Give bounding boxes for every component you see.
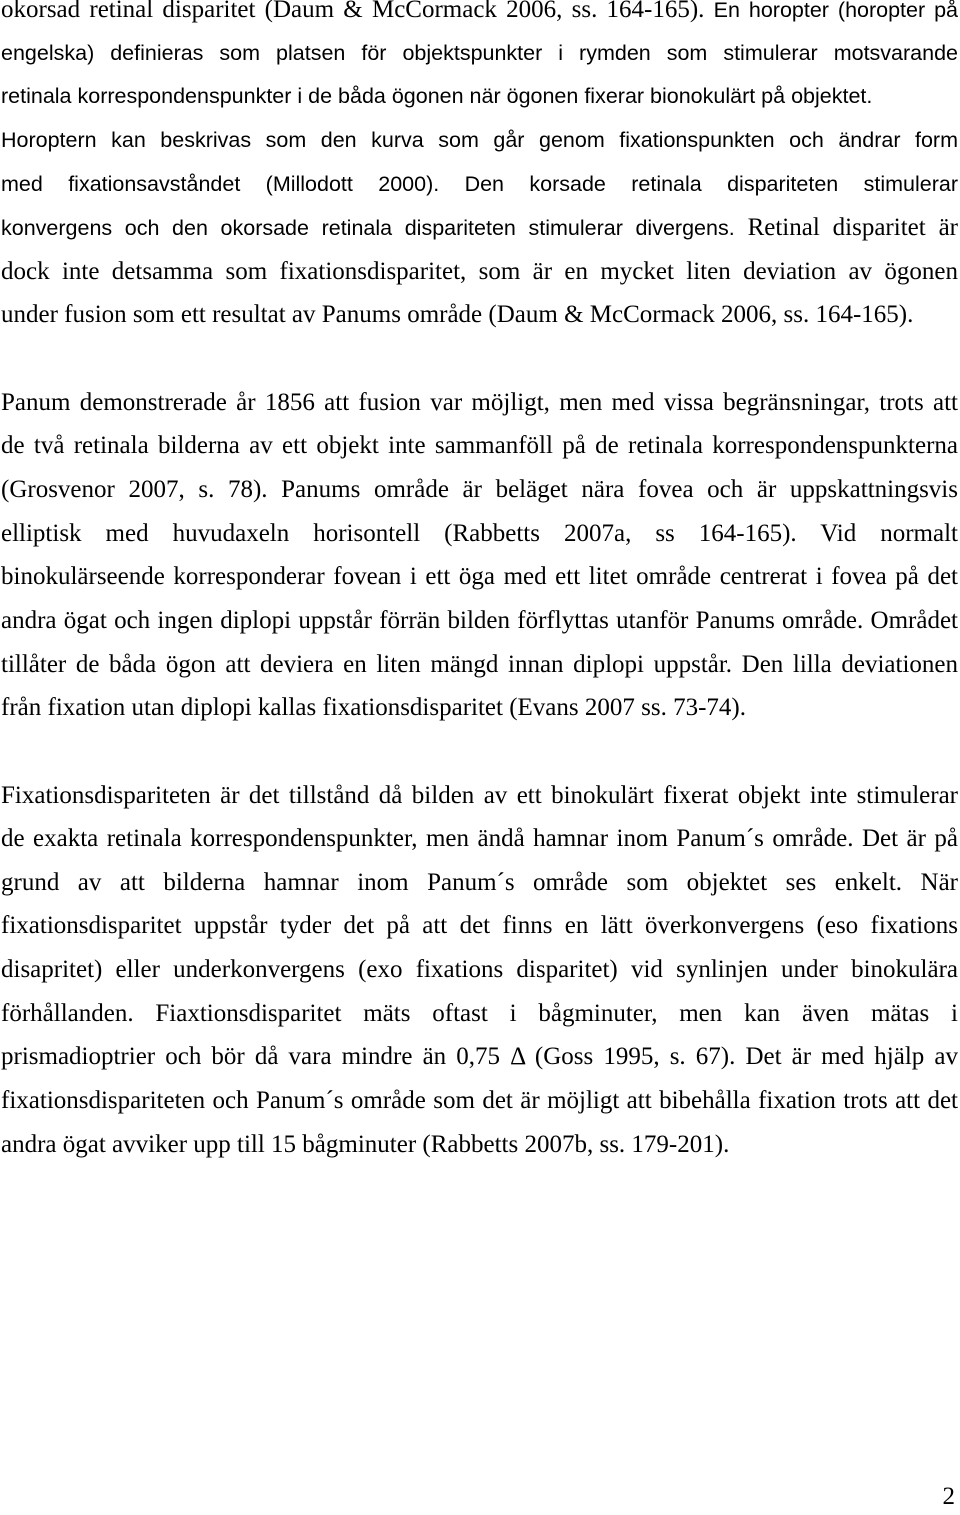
page-number: 2 bbox=[942, 1483, 955, 1510]
text-line: andra ögat avviker upp till 15 bågminuter (Rabbetts 2007b, ss. 179-201). bbox=[1, 1130, 730, 1158]
text-line bbox=[1, 206, 958, 250]
text-line: (Grosvenor 2007, s. 78). Panums område är beläget nära fovea och är uppskattningsvis bbox=[1, 476, 958, 504]
paragraph bbox=[1, 0, 958, 337]
text-line: förhållanden. Fiaxtionsdisparitet mäts oftast i bågminuter, men kan även mätas i bbox=[1, 999, 958, 1027]
text-line: andra ögat och ingen diplopi uppstår förrän bilden förflyttas utanför Panums område. Området bbox=[1, 606, 958, 634]
text-line: disapritet) eller underkonvergens (exo fixations disparitet) vid synlinjen under binokulära bbox=[1, 956, 958, 984]
text-line: med fixationsavståndet (Millodott 2000). Den korsade retinala dispariteten stimulerar bbox=[1, 171, 958, 196]
text-line: dock inte detsamma som fixationsdisparitet, som är en mycket liten deviation av ögonen bbox=[1, 257, 958, 285]
text-segment: En horopter (horopter på bbox=[713, 0, 958, 22]
text-line: retinala korrespondenspunkter i de båda ögonen när ögonen fixerar bionokulärt på objektet. bbox=[1, 84, 873, 109]
paragraph bbox=[1, 381, 958, 730]
text-line: elliptisk med huvudaxeln horisontell (Rabbetts 2007a, ss 164-165). Vid normalt bbox=[1, 519, 958, 547]
body-text bbox=[1, 0, 958, 1166]
text-line: grund av att bilderna hamnar inom Panum´s område som objektet ses enkelt. När bbox=[1, 868, 958, 896]
text-segment: konvergens och den okorsade retinala dispariteten stimulerar divergens. bbox=[1, 216, 735, 241]
paragraph bbox=[1, 774, 958, 1167]
text-line: från fixation utan diplopi kallas fixationsdisparitet (Evans 2007 ss. 73-74). bbox=[1, 694, 746, 722]
text-line: prismadioptrier och bör då vara mindre än 0,75 Δ (Goss 1995, s. 67). Det är med hjälp av bbox=[1, 1043, 958, 1071]
text-segment: okorsad retinal disparitet (Daum & McCormack 2006, ss. 164-165). bbox=[1, 0, 705, 23]
text-line: de exakta retinala korrespondenspunkter, men ändå hamnar inom Panum´s område. Det är på bbox=[1, 825, 958, 853]
text-line: de två retinala bilderna av ett objekt inte sammanföll på de retinala korrespondenspunkterna bbox=[1, 432, 958, 460]
text-line: binokulärseende korresponderar fovean i ett öga med ett litet område centrerat i fovea på det bbox=[1, 563, 958, 591]
text-line bbox=[1, 0, 958, 32]
text-line: under fusion som ett resultat av Panums område (Daum & McCormack 2006, ss. 164-165). bbox=[1, 301, 914, 329]
text-line: fixationsdispariteten och Panum´s område som det är möjligt att bibehålla fixation trots att det bbox=[1, 1087, 958, 1115]
text-line: Panum demonstrerade år 1856 att fusion var möjligt, men med vissa begränsningar, trots att bbox=[1, 388, 958, 416]
text-line: engelska) definieras som platsen för objektspunkter i rymden som stimulerar motsvarande bbox=[1, 40, 958, 65]
text-line: fixationsdisparitet uppstår tyder det på att det finns en lätt överkonvergens (eso fixations bbox=[1, 912, 958, 940]
text-segment: Retinal disparitet är bbox=[747, 214, 958, 242]
text-line: Fixationsdispariteten är det tillstånd då bilden av ett binokulärt fixerat objekt inte stimulerar bbox=[1, 781, 958, 809]
text-line: tillåter de båda ögon att deviera en liten mängd innan diplopi uppstår. Den lilla deviationen bbox=[1, 650, 958, 678]
text-line: Horoptern kan beskrivas som den kurva som går genom fixationspunkten och ändrar form bbox=[1, 127, 958, 152]
